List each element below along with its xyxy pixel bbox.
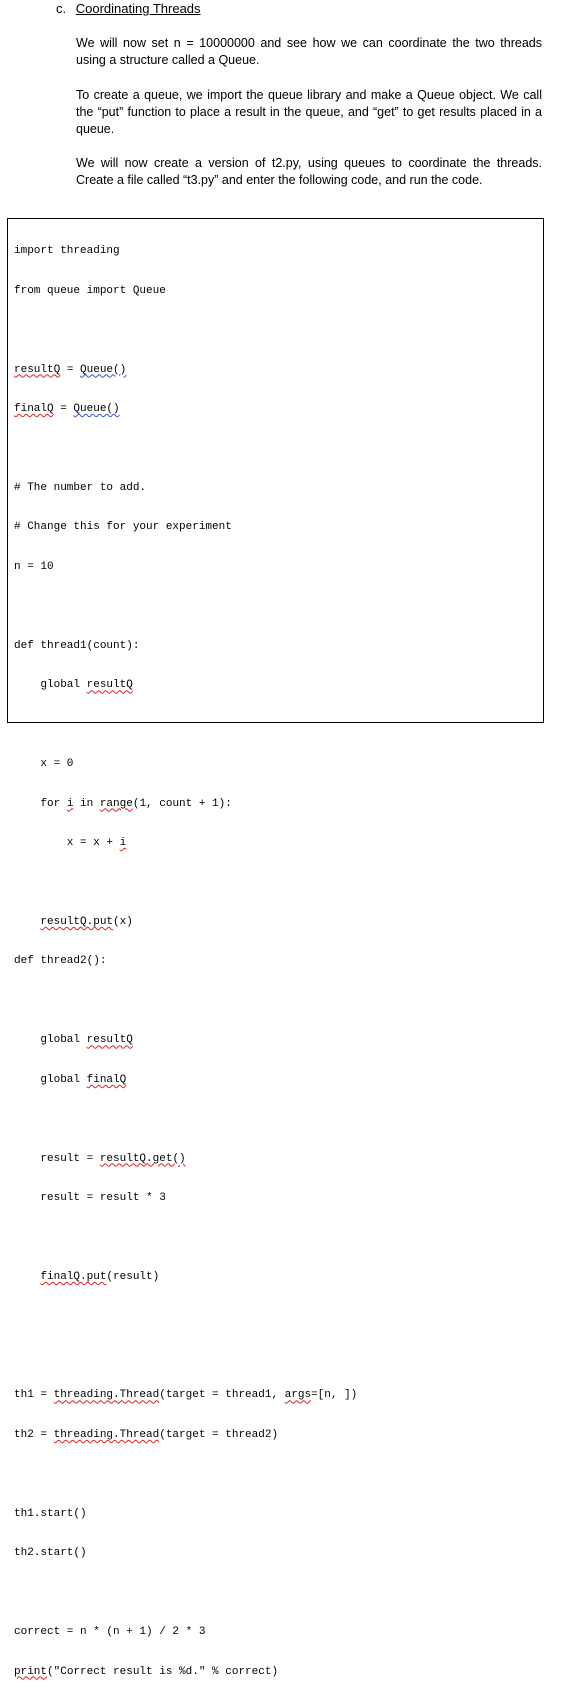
- code-line-blank: [14, 1587, 357, 1600]
- code-line: from queue import Queue: [14, 284, 166, 297]
- code-comment: # The number to add.: [14, 482, 147, 495]
- misspelled-word: resultQ: [86, 1034, 133, 1047]
- misspelled-word: print: [14, 1665, 48, 1678]
- code-line-blank: [14, 1468, 357, 1481]
- code-line: th2 = threading.Thread(target = thread2): [14, 1428, 279, 1441]
- grammar-flagged-word: Queue(): [73, 403, 120, 416]
- code-line: finalQ = Queue(): [14, 403, 120, 416]
- code-line-blank: [14, 600, 357, 613]
- code-line-blank: [14, 1311, 357, 1324]
- paragraph-queue-explanation: To create a queue, we import the queue library and make a Queue object. We call the “put” function to place a result in the queue, and “get” to get results placed in a queue.: [76, 88, 542, 136]
- code-line: resultQ = Queue(): [14, 363, 127, 376]
- code-line: global finalQ: [14, 1073, 127, 1086]
- code-line-blank: [14, 1350, 357, 1363]
- code-line: resultQ.put(x): [40, 916, 133, 929]
- misspelled-word: i: [66, 797, 74, 810]
- code-line: x = x + i: [14, 837, 127, 850]
- code-line: global resultQ: [14, 1034, 133, 1047]
- code-line: finalQ.put(result): [40, 1271, 160, 1284]
- code-line-blank: [14, 877, 357, 890]
- code-line: import threading: [14, 245, 120, 258]
- misspelled-word: resultQ: [14, 363, 61, 376]
- code-line: global resultQ: [14, 679, 133, 692]
- misspelled-word: args: [284, 1389, 312, 1402]
- paragraph-instructions: We will now create a version of t2.py, using queues to coordinate the threads. Create a file called “t3.py” and enter the following code, and run the code.: [76, 156, 542, 187]
- misspelled-word: i: [119, 837, 127, 850]
- code-line: th1 = threading.Thread(target = thread1, args=[n, ]): [14, 1389, 358, 1402]
- misspelled-word: finalQ.put: [40, 1271, 107, 1284]
- misspelled-word: threading.Thread: [53, 1428, 160, 1441]
- code-line: result = resultQ.get(): [14, 1152, 186, 1165]
- grammar-flagged-word: Queue(): [80, 363, 127, 376]
- code-line-blank: [14, 324, 357, 337]
- misspelled-word: resultQ.put: [40, 916, 114, 929]
- misspelled-word: finalQ: [14, 403, 54, 416]
- code-line: n = 10: [14, 560, 54, 573]
- code-line: x = 0: [14, 758, 74, 771]
- code-line: def thread2():: [14, 955, 107, 968]
- paragraph-intro: We will now set n = 10000000 and see how we can coordinate the two threads using a structure called a Queue.: [76, 36, 542, 67]
- code-line-blank: [14, 443, 357, 456]
- misspelled-word: resultQ.get(): [99, 1152, 186, 1165]
- code-listing: [7, 218, 544, 1678]
- code-line: result = result * 3: [14, 1192, 166, 1205]
- code-line: th2.start(): [14, 1547, 87, 1560]
- code-line-blank: [14, 1113, 357, 1126]
- code-line: for i in range(1, count + 1):: [14, 797, 232, 810]
- code-line: print("Correct result is %d." % correct): [14, 1665, 279, 1678]
- section-marker: c.: [56, 1, 67, 16]
- misspelled-word: resultQ: [86, 679, 133, 692]
- section-heading: [56, 0, 201, 17]
- code-line: correct = n * (n + 1) / 2 * 3: [14, 1626, 206, 1639]
- section-title: Coordinating Threads: [75, 1, 201, 16]
- code-line-blank: [14, 719, 357, 732]
- code-block: [14, 219, 357, 1705]
- code-line-blank: [14, 995, 357, 1008]
- code-line: th1.start(): [14, 1507, 87, 1520]
- misspelled-word: range: [99, 797, 133, 810]
- code-line: def thread1(count):: [14, 639, 140, 652]
- misspelled-word: finalQ: [86, 1073, 127, 1086]
- misspelled-word: threading.Thread: [53, 1389, 160, 1402]
- code-comment: # Change this for your experiment: [14, 521, 232, 534]
- code-line-blank: [14, 1232, 357, 1245]
